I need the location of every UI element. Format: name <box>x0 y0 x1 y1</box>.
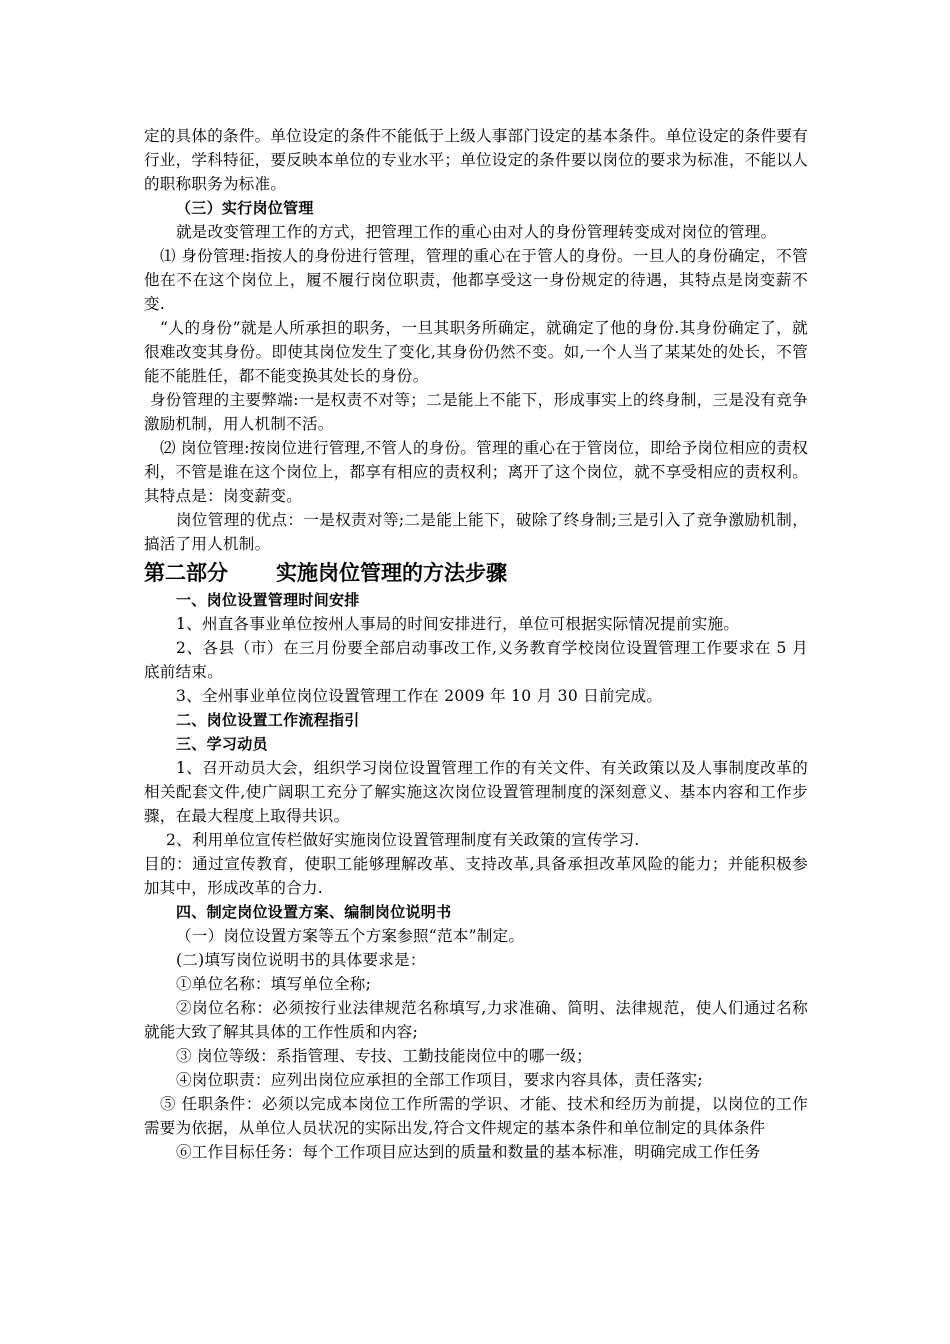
list-item-post-duties: ④岗位职责：应列出岗位应承担的全部工作项目，要求内容具体，责任落实; <box>176 1071 703 1089</box>
document-body <box>144 124 808 1164</box>
part-two-heading <box>144 558 808 588</box>
heading-time-arrangement: 一、岗位设置管理时间安排 <box>176 591 360 609</box>
paragraph-post-management: ⑵ 岗位管理:按岗位进行管理,不管人的身份。管理的重心在于管岗位，即给予岗位相应的责权利，不管是谁在这个岗位上，都享有相应的责权利；离开了这个岗位，就不享受相应的责权利。其特点是：岗变薪变。 <box>144 439 808 505</box>
paragraph-purpose: 目的：通过宣传教育，使职工能够理解改革、支持改革,具备承担改革风险的能力；并能积极参加其中，形成改革的合力. <box>144 855 808 897</box>
heading-post-plan: 四、制定岗位设置方案、编制岗位说明书 <box>176 903 452 921</box>
list-item-post-level: ③ 岗位等级：系指管理、专技、工勤技能岗位中的哪一级； <box>176 1047 593 1065</box>
paragraph-time-2: 2、各县（市）在三月份要全部启动事改工作,义务教育学校岗位设置管理工作要求在 5 月底前结束。 <box>144 639 808 681</box>
paragraph-identity-management: ⑴ 身份管理:指按人的身份进行管理，管理的重心在于管人的身份。一旦人的身份确定，不管他在不在这个岗位上，履不履行岗位职责，他都享受这一身份规定的待遇，其特点是岗变薪不变. <box>144 247 808 313</box>
part-number: 第二部分 <box>144 561 228 585</box>
paragraph-conditions: 定的具体的条件。单位设定的条件不能低于上级人事部门设定的基本条件。单位设定的条件要有行业，学科特征，要反映本单位的专业水平；单位设定的条件要以岗位的要求为标准，不能以人的职称职务为标准。 <box>144 127 808 193</box>
list-item-work-targets: ⑥工作目标任务：每个工作项目应达到的质量和数量的基本标准，明确完成工作任务 <box>176 1143 761 1161</box>
paragraph-identity-drawbacks: 身份管理的主要弊端:一是权责不对等；二是能上不能下，形成事实上的终身制，三是没有竞争激励机制，用人机制不活。 <box>144 391 808 433</box>
paragraph-definition: 就是改变管理工作的方式，把管理工作的重心由对人的身份管理转变成对岗位的管理。 <box>176 223 777 241</box>
list-item-unit-name: ①单位名称：填写单位全称; <box>176 975 372 993</box>
section-heading-post-management: （三）实行岗位管理 <box>176 199 314 217</box>
list-item-qualifications: ⑤ 任职条件：必须以完成本岗位工作所需的学识、才能、技术和经历为前提，以岗位的工作需要为依据，从单位人员状况的实际出发,符合文件规定的基本条件和单位制定的具体条件 <box>144 1095 808 1137</box>
heading-workflow-guide: 二、岗位设置工作流程指引 <box>176 711 360 729</box>
paragraph-time-3: 3、全州事业单位岗位设置管理工作在 2009 年 10 月 30 日前完成。 <box>176 687 663 705</box>
list-item-post-name: ②岗位名称：必须按行业法律规范名称填写,力求准确、简明、法律规范，使人们通过名称就能大致了解其具体的工作性质和内容; <box>144 999 808 1041</box>
part-title: 实施岗位管理的方法步骤 <box>276 561 507 585</box>
paragraph-identity-explained: “人的身份”就是人所承担的职务，一旦其职务所确定，就确定了他的身份.其身份确定了，就很难改变其身份。即使其岗位发生了变化,其身份仍然不变。如,一个人当了某某处的处长，不管能不能胜任，都不能变换其处长的身份。 <box>144 319 808 385</box>
paragraph-plan-2: (二)填写岗位说明书的具体要求是： <box>176 951 426 969</box>
paragraph-post-advantages: 岗位管理的优点：一是权责对等;二是能上能下，破除了终身制;三是引入了竞争激励机制，搞活了用人机制。 <box>144 511 808 553</box>
paragraph-plan-1: （一）岗位设置方案等五个方案参照“范本”制定。 <box>176 927 525 945</box>
paragraph-mobilization-2: 2、利用单位宣传栏做好实施岗位设置管理制度有关政策的宣传学习. <box>166 831 640 849</box>
heading-study-mobilization: 三、学习动员 <box>176 735 268 753</box>
paragraph-time-1: 1、州直各事业单位按州人事局的时间安排进行，单位可根据实际情况提前实施。 <box>176 615 740 633</box>
paragraph-mobilization-1: 1、召开动员大会，组织学习岗位设置管理工作的有关文件、有关政策以及人事制度改革的相关配套文件,使广阔职工充分了解实施这次岗位设置管理制度的深刻意义、基本内容和工作步骤，在最大程度上取得共识。 <box>144 759 808 825</box>
